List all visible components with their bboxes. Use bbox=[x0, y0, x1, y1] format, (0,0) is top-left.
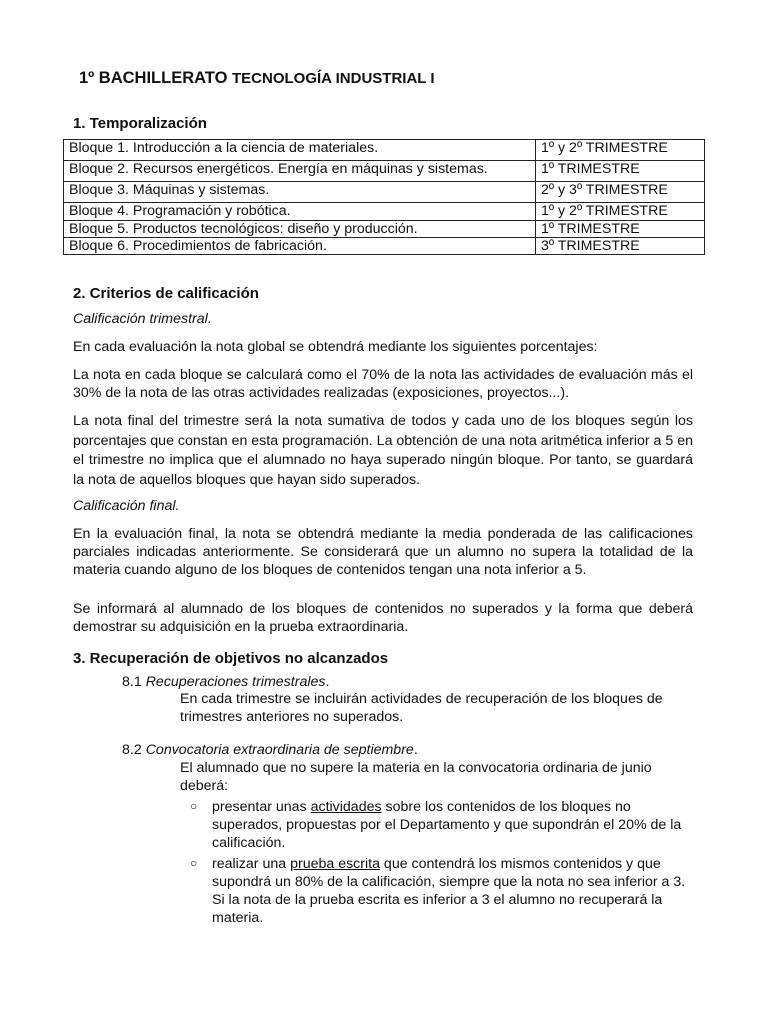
table-cell-bloque: Bloque 1. Introducción a la ciencia de materiales. bbox=[64, 140, 536, 161]
table-cell-bloque: Bloque 4. Programación y robótica. bbox=[64, 203, 536, 221]
subheading-final bbox=[73, 497, 693, 515]
paragraph-evaluacion-final: En la evaluación final, la nota se obtendrá mediante la media ponderada de las calificaciones parciales indicadas anteriormente. Se considerará que un alumno no supera la totalidad de la materia cuando alguno de los bloques de contenidos tengan una nota inferior a 5. bbox=[73, 526, 693, 578]
table-cell-periodo: 3º TRIMESTRE bbox=[536, 238, 705, 255]
link-actividades: actividades bbox=[310, 799, 382, 815]
bullet-text: sobre los contenidos de los bloques no superados, propuestas por el Departamento y que supondrán el 20% de la calificación. bbox=[212, 799, 682, 851]
table-cell-bloque: Bloque 6. Procedimientos de fabricación. bbox=[64, 238, 536, 255]
subheading-trimestral-text: Calificación trimestral. bbox=[73, 311, 212, 327]
table-row bbox=[64, 182, 705, 203]
paragraph-nota-bloque: La nota en cada bloque se calculará como el 70% de la nota las actividades de evaluación más el 30% de la nota de las otras actividades realizadas (exposiciones, proyectos...). bbox=[73, 367, 693, 401]
item-title: Convocatoria extraordinaria de septiembre bbox=[145, 742, 414, 758]
item-8-1-text: En cada trimestre se incluirán actividades de recuperación de los bloques de trimestres anteriores no superados. bbox=[180, 691, 663, 725]
bullet-text: presentar unas bbox=[212, 799, 311, 815]
table-cell-periodo: 2º y 3º TRIMESTRE bbox=[536, 182, 705, 203]
table-row bbox=[64, 221, 705, 238]
table-row bbox=[64, 203, 705, 221]
table-cell-periodo: 1º y 2º TRIMESTRE bbox=[536, 203, 705, 221]
bullet-text: realizar una bbox=[212, 856, 291, 872]
subheading-trimestral bbox=[73, 310, 693, 328]
paragraph-nota-trimestre: La nota final del trimestre será la nota sumativa de todos y cada uno de los bloques según los porcentajes que constan en esta programación. La obtención de una nota aritmética inferior a 5 en el trimestre no implica que el alumnado no haya superado ningún bloque. Por tanto, se guardará la nota de aquellos bloques que hayan sido superados. bbox=[73, 413, 693, 488]
table-row bbox=[64, 161, 705, 182]
temporalizacion-table bbox=[63, 139, 705, 255]
section3-heading: 3. Recuperación de objetivos no alcanzados bbox=[73, 650, 389, 667]
list-item bbox=[212, 798, 692, 852]
table-cell-periodo: 1º y 2º TRIMESTRE bbox=[536, 140, 705, 161]
item-8-2-heading: 8.2 Convocatoria extraordinaria de septiembre. bbox=[122, 742, 418, 758]
link-prueba-escrita: prueba escrita bbox=[290, 856, 380, 872]
table-cell-bloque: Bloque 3. Máquinas y sistemas. bbox=[64, 182, 536, 203]
bullet-text: que contendrá los mismos contenidos y que supondrá un 80% de la calificación, siempre que la nota no sea inferior a 3. Si la nota de la prueba escrita es inferior a 3 el alumno no recuperará la materia. bbox=[212, 856, 686, 926]
paragraph-informacion: Se informará al alumnado de los bloques de contenidos no superados y la forma que deberá demostrar su adquisición en la prueba extraordinaria. bbox=[73, 601, 693, 635]
title-bold: 1º BACHILLERATO bbox=[79, 69, 228, 87]
section1-heading: 1. Temporalización bbox=[73, 115, 207, 132]
item-number: 8.2 bbox=[122, 742, 142, 758]
item-8-1-heading: 8.1 Recuperaciones trimestrales. bbox=[122, 674, 330, 690]
title-subject: TECNOLOGÍA INDUSTRIAL I bbox=[232, 70, 435, 87]
subheading-final-text: Calificación final. bbox=[73, 498, 180, 514]
page-title bbox=[79, 69, 435, 88]
table-cell-bloque: Bloque 5. Productos tecnológicos: diseño y producción. bbox=[64, 221, 536, 238]
list-item bbox=[212, 855, 692, 927]
table-row bbox=[64, 140, 705, 161]
item-8-2-text: El alumnado que no supere la materia en la convocatoria ordinaria de junio deberá: bbox=[180, 760, 652, 794]
section2-heading: 2. Criterios de calificación bbox=[73, 285, 259, 302]
paragraph-porcentajes: En cada evaluación la nota global se obtendrá mediante los siguientes porcentajes: bbox=[73, 339, 598, 355]
table-cell-periodo: 1º TRIMESTRE bbox=[536, 221, 705, 238]
item-number: 8.1 bbox=[122, 674, 142, 690]
table-cell-periodo: 1º TRIMESTRE bbox=[536, 161, 705, 182]
table-row bbox=[64, 238, 705, 255]
table-cell-bloque: Bloque 2. Recursos energéticos. Energía en máquinas y sistemas. bbox=[64, 161, 536, 182]
bullet-icon: ○ bbox=[190, 856, 198, 870]
bullet-icon: ○ bbox=[190, 799, 198, 813]
item-title: Recuperaciones trimestrales bbox=[145, 674, 326, 690]
